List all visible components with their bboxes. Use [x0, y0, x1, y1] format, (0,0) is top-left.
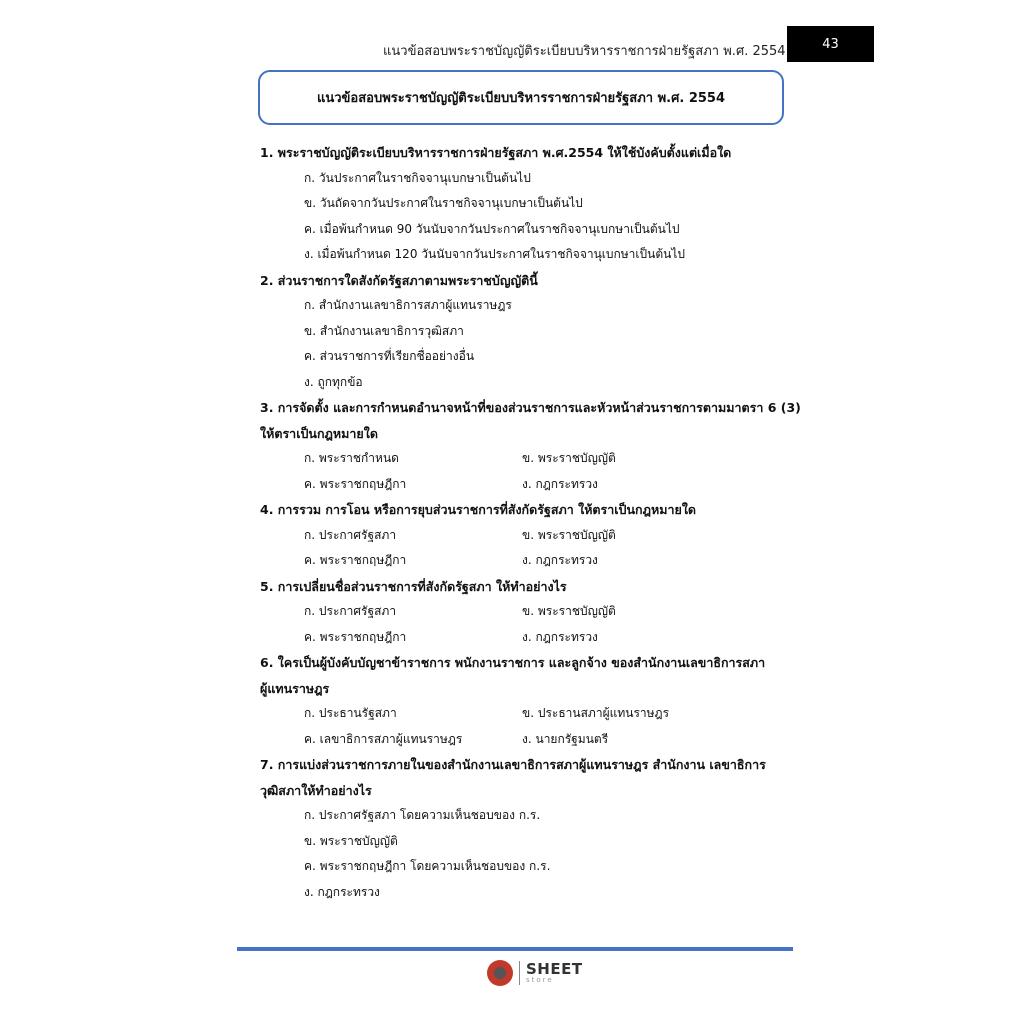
title-box: [258, 70, 784, 125]
option: ค. พระราชกฤษฎีกา: [304, 553, 407, 567]
sheet-store-logo: [487, 960, 583, 986]
option: ง. กฎกระทรวง: [522, 476, 598, 491]
question-2: 2. ส่วนราชการใดสังกัดรัฐสภาตามพระราชบัญญัตินี้: [260, 272, 538, 288]
option: ข. ประธานสภาผู้แทนราษฎร: [522, 706, 670, 720]
option: ก. ประกาศรัฐสภา โดยความเห็นชอบของ ก.ร.: [304, 808, 541, 822]
option: ค. เลขาธิการสภาผู้แทนราษฎร: [304, 731, 463, 746]
option-row: [260, 599, 790, 625]
option: ข. วันถัดจากวันประกาศในราชกิจจานุเบกษาเป็นต้นไป: [304, 196, 583, 210]
question-1: 1. พระราชบัญญัติระเบียบบริหารราชการฝ่ายรัฐสภา พ.ศ.2554 ให้ใช้บังคับตั้งแต่เมื่อใด: [260, 145, 732, 160]
option: ก. สำนักงานเลขาธิการสภาผู้แทนราษฎร: [304, 298, 512, 312]
option: ง. กฎกระทรวง: [522, 629, 598, 644]
question-5: 5. การเปลี่ยนชื่อส่วนราชการที่สังกัดรัฐสภา ให้ทำอย่างไร: [260, 578, 567, 594]
option-row: [260, 472, 790, 498]
option: ง. เมื่อพ้นกำหนด 120 วันนับจากวันประกาศในราชกิจจานุเบกษาเป็นต้นไป: [304, 247, 685, 261]
question-6: 6. ใครเป็นผู้บังคับบัญชาข้าราชการ พนักงานราชการ และลูกจ้าง ของสำนักงานเลขาธิการสภา: [260, 655, 766, 670]
option: ก. พระราชกำหนด: [304, 451, 399, 465]
running-header-title: แนวข้อสอบพระราชบัญญัติระเบียบบริหารราชการฝ่ายรัฐสภา พ.ศ. 2554: [383, 44, 786, 59]
option: ค. พระราชกฤษฎีกา: [304, 629, 407, 644]
option: ค. พระราชกฤษฎีกา: [304, 476, 407, 491]
question-7: 7. การแบ่งส่วนราชการภายในของสำนักงานเลขาธิการสภาผู้แทนราษฎร สำนักงาน เลขาธิการ: [260, 757, 766, 772]
document-title: แนวข้อสอบพระราชบัญญัติระเบียบบริหารราชการฝ่ายรัฐสภา พ.ศ. 2554: [316, 91, 726, 106]
question-7-cont: วุฒิสภาให้ทำอย่างไร: [260, 782, 372, 798]
option: ข. สำนักงานเลขาธิการวุฒิสภา: [304, 323, 464, 338]
logo-divider: [519, 961, 520, 985]
option-row: [260, 701, 790, 727]
question-4: 4. การรวม การโอน หรือการยุบส่วนราชการที่สังกัดรัฐสภา ให้ตราเป็นกฎหมายใด: [260, 502, 697, 517]
option: ข. พระราชบัญญัติ: [304, 833, 398, 848]
option: ค. เมื่อพ้นกำหนด 90 วันนับจากวันประกาศในราชกิจจานุเบกษาเป็นต้นไป: [304, 221, 680, 236]
option: ง. นายกรัฐมนตรี: [522, 731, 609, 746]
question-list: [260, 140, 801, 905]
logo-icon: [487, 960, 513, 986]
logo-word: SHEET: [526, 960, 583, 978]
option-row: [260, 523, 790, 549]
option-row: [260, 446, 790, 472]
page-number: 43: [787, 26, 874, 62]
option: ค. พระราชกฤษฎีกา โดยความเห็นชอบของ ก.ร.: [304, 859, 551, 873]
question-3: 3. การจัดตั้ง และการกำหนดอำนาจหน้าที่ของส่วนราชการและหัวหน้าส่วนราชการตามมาตรา 6 (3): [260, 400, 801, 415]
option: ง. ถูกทุกข้อ: [304, 374, 363, 389]
option: ข. พระราชบัญญัติ: [522, 527, 616, 542]
option: ก. วันประกาศในราชกิจจานุเบกษาเป็นต้นไป: [304, 170, 531, 185]
option: ข. พระราชบัญญัติ: [522, 451, 616, 465]
question-6-cont: ผู้แทนราษฎร: [260, 680, 330, 696]
option-row: [260, 625, 790, 651]
option: ข. พระราชบัญญัติ: [522, 604, 616, 618]
option: ก. ประกาศรัฐสภา: [304, 527, 397, 542]
option-row: [260, 727, 790, 753]
question-3-cont: ให้ตราเป็นกฎหมายใด: [260, 425, 378, 441]
option: ก. ประกาศรัฐสภา: [304, 604, 397, 618]
logo-subtext: store: [526, 976, 554, 984]
option-row: [260, 548, 790, 574]
option: ค. ส่วนราชการที่เรียกชื่ออย่างอื่น: [304, 349, 475, 363]
footer-rule: [237, 947, 793, 951]
option: ก. ประธานรัฐสภา: [304, 706, 397, 720]
option: ง. กฎกระทรวง: [522, 553, 598, 567]
option: ง. กฎกระทรวง: [304, 884, 380, 899]
